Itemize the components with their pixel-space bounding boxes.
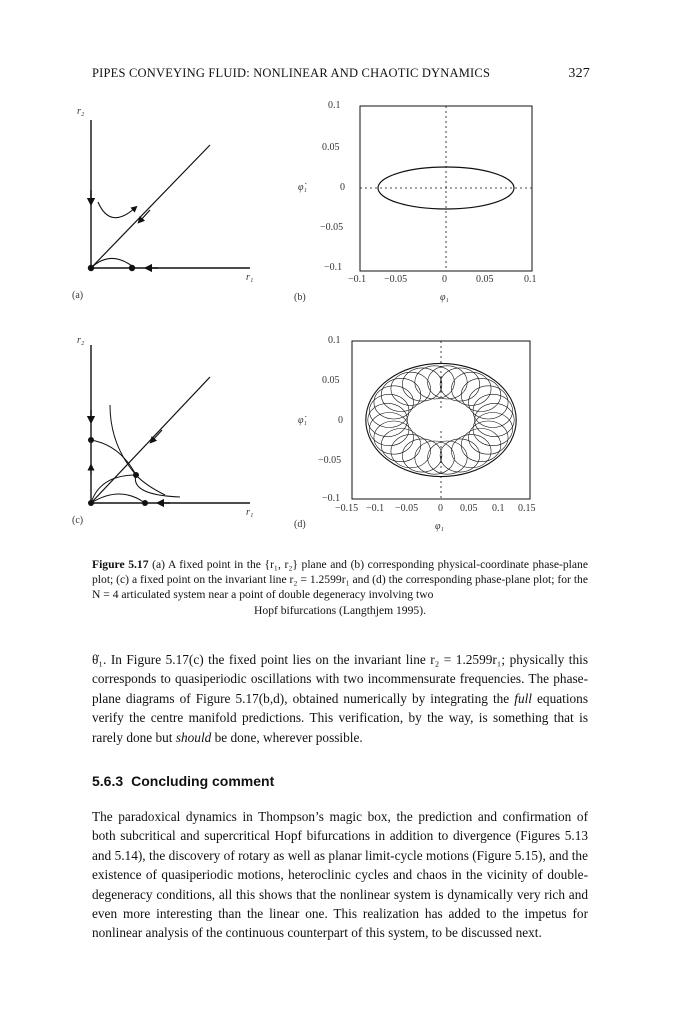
panel-b-chart (280, 100, 560, 310)
torus-hole (426, 411, 456, 429)
torus-orbit-loop (369, 394, 409, 427)
arrow-diag (152, 430, 162, 441)
section-heading (92, 773, 274, 789)
panel-d-xtick-3: −0.05 (395, 503, 419, 514)
panel-d-ytick-3: 0 (338, 415, 343, 426)
page-number: 327 (568, 66, 590, 81)
body-paragraph-2: The paradoxical dynamics in Thompson’s magic box, the prediction and confirmation of both subcritical and supercritical Hopf bifurcations in addition to divergence (Figures 5.13 and 5.14), the discovery of rotary as well as planar limit-cycle motions (Figure 5.15), and the existence of quasiperiodic motions, heteroclinic cycles and chaos in the vicinity of double-degeneracy conditions, all this shows that the nonlinear system is dynamically very rich and even more interesting than the linear one. This realization has added to the impetus for nonlinear analysis of the continuous counterpart of this system, to be discussed next. (92, 809, 588, 941)
torus-orbit-loop (368, 403, 408, 436)
panel-b-ytick-5: −0.1 (324, 262, 343, 273)
torus-orbit-loop (374, 386, 414, 419)
invariant-line (91, 145, 210, 268)
torus-orbit-loop (452, 435, 492, 468)
panel-b-ylabel: φ̇₁ (298, 182, 308, 193)
paragraph1-mid: equations verify the centre manifold predictions. This verification, by the way, is something that is rarely done but (92, 690, 588, 745)
body-paragraph-1 (92, 650, 588, 747)
panel-a-x-label: r₁ (246, 272, 254, 283)
panel-c-y-label: r₂ (77, 335, 85, 346)
panel-d-ytick-1: 0.1 (328, 335, 341, 346)
torus-orbit-loop (440, 368, 480, 401)
panel-c-diagram (70, 335, 270, 535)
torus-orbit-loop (469, 421, 509, 454)
panel-c-label: (c) (72, 515, 84, 526)
torus-orbit-loop (473, 413, 513, 446)
paragraph1-emphasis-should: should (175, 729, 212, 745)
panel-d-ytick-2: 0.05 (322, 375, 340, 386)
panel-a-diagram (70, 100, 270, 300)
panel-b (280, 100, 560, 310)
paragraph1-tail: be done, wherever possible. (214, 729, 363, 745)
panel-b-xtick-3: 0 (442, 274, 447, 285)
panel-d (280, 335, 570, 545)
trajectory-curve (98, 202, 135, 218)
panel-a (70, 100, 270, 300)
trajectory-lower (91, 258, 132, 268)
torus-orbit-loop (452, 372, 492, 405)
caption-text: (a) A fixed point in the {r₁, r₂} plane and (b) corresponding physical-coordinate phase-plane plot; (c) a fixed point on the invariant line r₂ = 1.2599r₁ and (d) the corresponding phase-plane plot; for the N = 4 articulated system near a point of double degeneracy involving two (92, 558, 588, 602)
panel-a-y-label: r₂ (77, 106, 85, 117)
fixed-point-origin (88, 500, 94, 506)
panel-b-xlabel: φ₁ (440, 292, 450, 303)
torus-orbit-loop (381, 429, 421, 462)
panel-d-xtick-7: 0.15 (518, 503, 536, 514)
panel-d-label: (d) (294, 519, 306, 530)
torus-orbit-loop (475, 403, 515, 436)
torus-orbit-loop (391, 435, 431, 468)
torus-orbit-loop (402, 439, 442, 472)
fixed-point-axis (142, 500, 148, 506)
fixed-point-axis (129, 265, 135, 271)
manifold-curve-3 (91, 494, 145, 503)
separatrix-right (135, 475, 180, 497)
paragraph1-lead: θ̇₁. In Figure 5.17(c) the fixed point lies on the invariant line r₂ = 1.2599r₁; physically this corresponds to quasiperiodic oscillations with two incommensurate frequencies. The phase-plane diagrams of Figure 5.17(b,d), obtained numerically by integrating the (92, 652, 588, 706)
panel-b-xtick-1: −0.1 (348, 274, 367, 285)
fixed-point-line (133, 472, 139, 478)
panel-c (70, 335, 270, 535)
section-title: Concluding comment (131, 773, 275, 789)
panel-c-x-label: r₁ (246, 507, 254, 518)
panel-b-ytick-3: 0 (340, 182, 345, 193)
paragraph1-emphasis-full: full (514, 690, 532, 706)
panel-b-ytick-1: 0.1 (328, 100, 341, 111)
section-number: 5.6.3 (92, 773, 124, 789)
panel-b-xtick-5: 0.1 (524, 274, 537, 285)
torus-orbit-loop (391, 372, 431, 405)
panel-a-label: (a) (72, 290, 84, 301)
manifold-curve-1 (91, 440, 136, 475)
panel-d-xtick-6: 0.1 (492, 503, 505, 514)
invariant-line (91, 377, 210, 503)
figure-caption (92, 557, 588, 618)
panel-d-xtick-1: −0.15 (335, 503, 359, 514)
caption-last-line: Hopf bifurcations (Langthjem 1995). (254, 603, 426, 617)
torus-orbit-loop (369, 413, 409, 446)
running-title: PIPES CONVEYING FLUID: NONLINEAR AND CHAOTIC DYNAMICS (92, 66, 491, 80)
panel-d-ytick-4: −0.05 (318, 455, 342, 466)
panel-b-label: (b) (294, 292, 306, 303)
torus-orbit-loop (374, 421, 414, 454)
panel-d-xtick-5: 0.05 (460, 503, 478, 514)
fixed-point-upper (88, 437, 94, 443)
torus-orbit-loop (461, 378, 501, 411)
fixed-point-origin (88, 265, 94, 271)
panel-b-xtick-4: 0.05 (476, 274, 494, 285)
torus-orbit-loop (473, 394, 513, 427)
torus-orbit-loop (469, 386, 509, 419)
panel-b-ytick-4: −0.05 (320, 222, 344, 233)
panel-b-ytick-2: 0.05 (322, 142, 340, 153)
panel-d-xtick-2: −0.1 (366, 503, 385, 514)
panel-b-xtick-2: −0.05 (384, 274, 408, 285)
manifold-curve-4 (136, 475, 165, 495)
panel-d-ylabel: φ̇₁ (298, 415, 308, 426)
running-header (92, 66, 592, 84)
panel-d-ytick-5: −0.1 (322, 493, 341, 504)
separatrix-left (110, 405, 136, 475)
caption-label: Figure 5.17 (92, 558, 149, 571)
panel-d-xtick-4: 0 (438, 503, 443, 514)
panel-d-xlabel: φ₁ (435, 521, 445, 532)
